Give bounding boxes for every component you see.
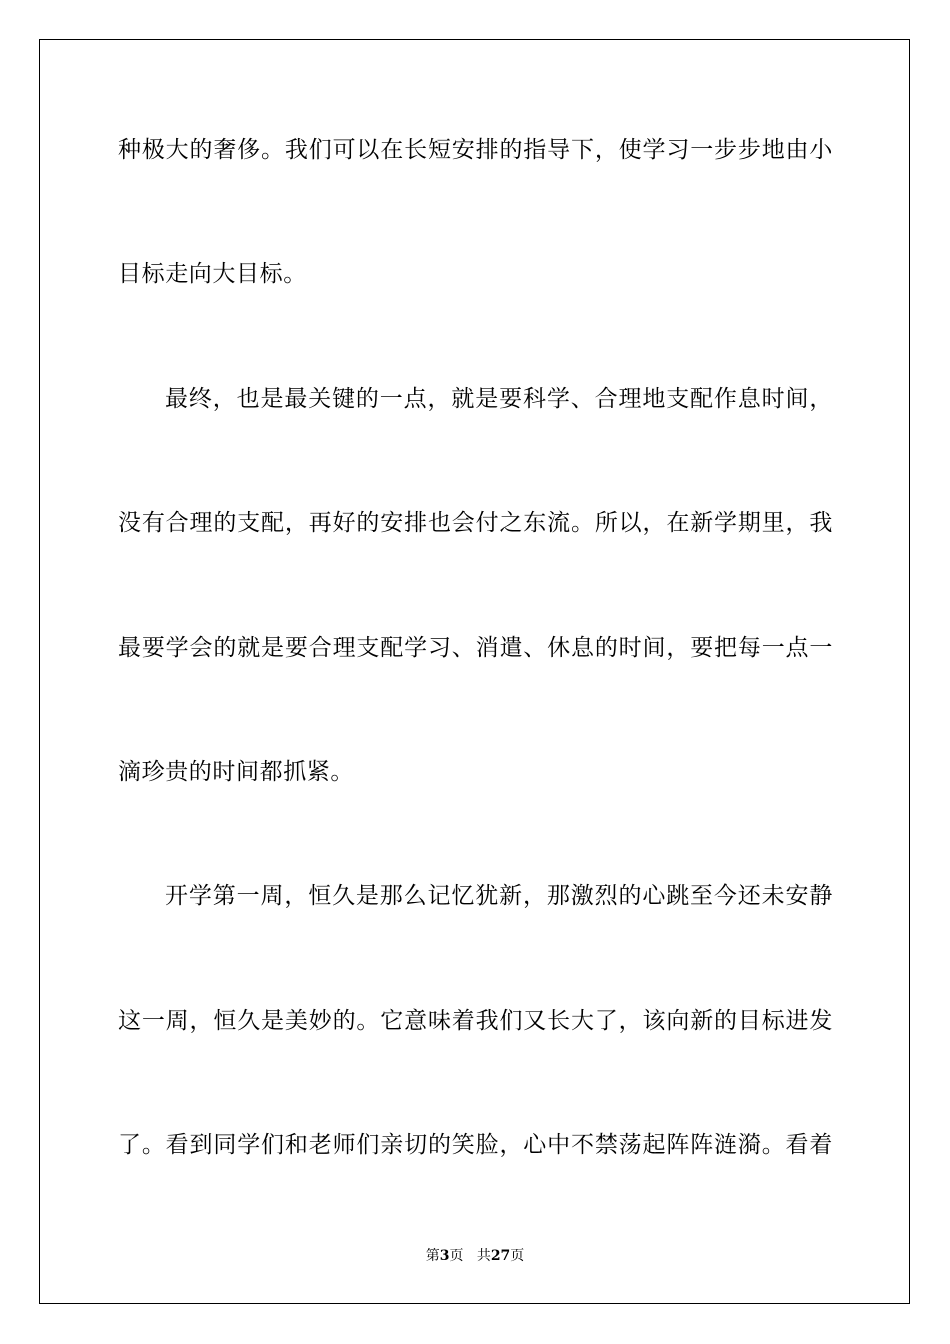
text-line-5: 最要学会的就是要合理支配学习、消遣、休息的时间，要把每一点一 [118,635,833,661]
page-total: 27 [490,1248,511,1264]
page-current: 3 [439,1248,450,1264]
text-line-4: 没有合理的支配，再好的安排也会付之东流。所以，在新学期里，我 [118,510,833,536]
total-prefix: 共 [476,1248,491,1264]
page-footer [0,1247,950,1265]
text-line-3: 最终，也是最关键的一点，就是要科学、合理地支配作息时间， [165,386,833,412]
total-suffix: 页 [510,1248,525,1264]
text-line-6: 滴珍贵的时间都抓紧。 [118,759,354,785]
page-suffix: 页 [449,1248,464,1264]
text-line-1: 种极大的奢侈。我们可以在长短安排的指导下，使学习一步步地由小 [118,137,833,163]
text-line-9: 了。看到同学们和老师们亲切的笑脸，心中不禁荡起阵阵涟漪。看着 [118,1132,833,1158]
page-border [39,39,910,1304]
page-prefix: 第 [425,1248,440,1264]
text-line-7: 开学第一周，恒久是那么记忆犹新，那激烈的心跳至今还未安静 [165,883,833,909]
text-line-2: 目标走向大目标。 [118,261,307,287]
text-line-8: 这一周，恒久是美妙的。它意味着我们又长大了，该向新的目标进发 [118,1008,833,1034]
